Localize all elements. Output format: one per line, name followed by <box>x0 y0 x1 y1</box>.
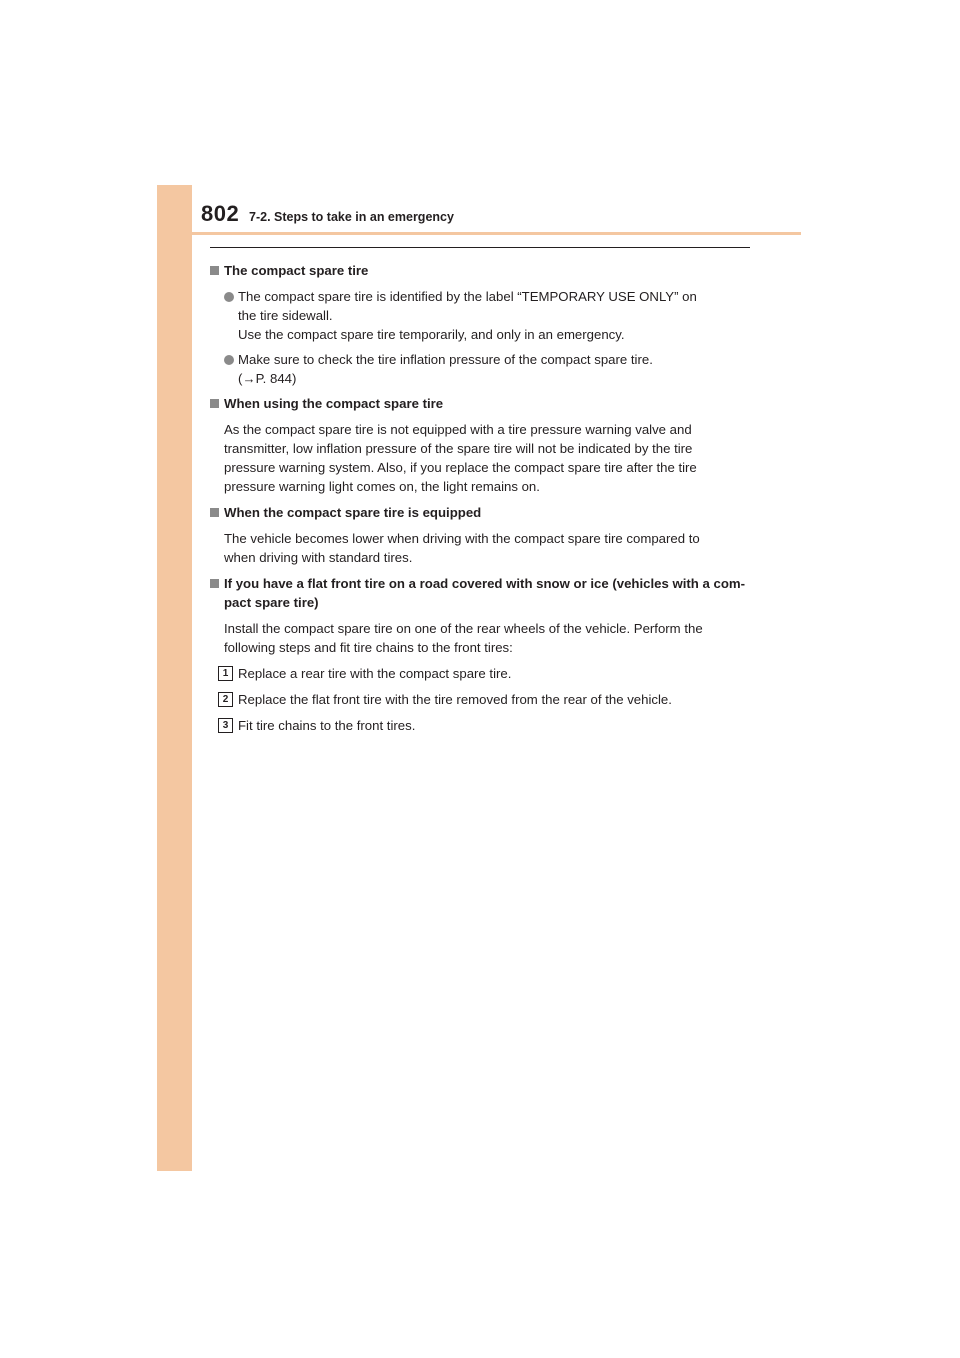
step-item: 1 Replace a rear tire with the compact spare tire. <box>210 664 750 683</box>
square-bullet-icon <box>210 399 219 408</box>
step-item: 3 Fit tire chains to the front tires. <box>210 716 750 735</box>
page-reference-link[interactable]: (→P. 844) <box>238 371 297 386</box>
page-content <box>210 261 750 742</box>
heading-using-compact-spare: When using the compact spare tire <box>210 394 750 413</box>
heading-compact-spare-tire: The compact spare tire <box>210 261 750 280</box>
step-number-badge: 2 <box>218 692 233 707</box>
paragraph: As the compact spare tire is not equipped with a tire pressure warning valve and transmitter, low inflation pressure of the spare tire will not be indicated by the tire pressure warning system. Also, if you replace the compact spare tire after the tire pressure warning light comes on, the light remains on. <box>224 422 697 494</box>
section-title: 7-2. Steps to take in an emergency <box>249 210 454 224</box>
bullet-item: Make sure to check the tire inflation pressure of the compact spare tire. (→P. 844) <box>210 350 750 388</box>
step-item: 2 Replace the flat front tire with the tire removed from the rear of the vehicle. <box>210 690 750 709</box>
heading-flat-front-tire-snow: If you have a flat front tire on a road covered with snow or ice (vehicles with a com- pact spare tire) <box>210 574 750 612</box>
side-color-band <box>157 185 192 1171</box>
paragraph: The vehicle becomes lower when driving with the compact spare tire compared to when driving with standard tires. <box>224 531 700 565</box>
square-bullet-icon <box>210 579 219 588</box>
paragraph: Install the compact spare tire on one of the rear wheels of the vehicle. Perform the following steps and fit tire chains to the front tires: <box>224 621 703 655</box>
step-number-badge: 1 <box>218 666 233 681</box>
square-bullet-icon <box>210 508 219 517</box>
heading-compact-spare-equipped: When the compact spare tire is equipped <box>210 503 750 522</box>
bullet-item: The compact spare tire is identified by the label “TEMPORARY USE ONLY” on the tire sidewall. Use the compact spare tire temporarily, and only in an emergency. <box>210 287 750 344</box>
square-bullet-icon <box>210 266 219 275</box>
header-rule <box>192 232 801 235</box>
content-divider <box>210 247 750 248</box>
round-bullet-icon <box>224 292 234 302</box>
step-number-badge: 3 <box>218 718 233 733</box>
page-number: 802 <box>201 201 240 226</box>
round-bullet-icon <box>224 355 234 365</box>
